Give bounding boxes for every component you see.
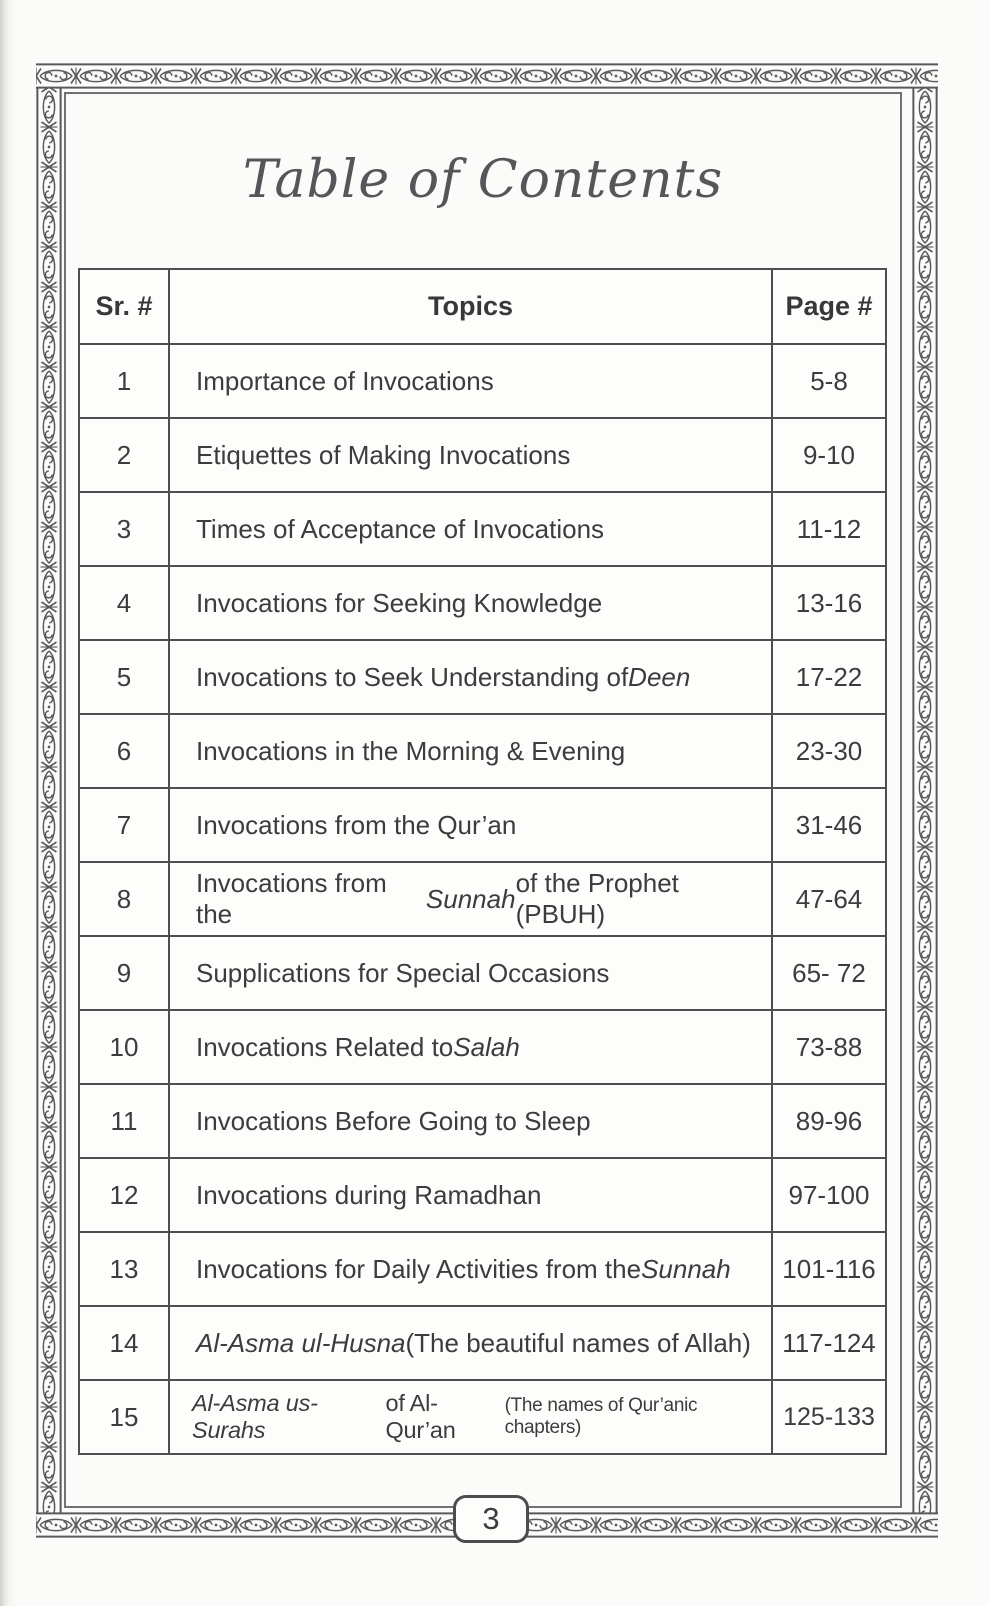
page-cell: 11-12 — [796, 513, 862, 544]
table-row — [80, 861, 885, 935]
topic-cell — [170, 1085, 773, 1157]
table-row — [80, 1157, 885, 1231]
page-cell: 101-116 — [782, 1253, 876, 1284]
topic-cell — [170, 863, 773, 935]
book-spine-shadow — [0, 0, 16, 1606]
table-header-row — [80, 270, 885, 343]
topic-cell — [170, 1381, 773, 1453]
topic-text: Etiquettes of Making Invocations — [196, 439, 571, 470]
topic-cell — [170, 937, 773, 1009]
table-row — [80, 343, 885, 417]
page-cell: 117-124 — [782, 1327, 876, 1358]
topic-text: Invocations for Seeking Knowledge — [196, 587, 603, 618]
table-row — [80, 713, 885, 787]
topic-cell — [170, 641, 773, 713]
table-row — [80, 491, 885, 565]
topic-cell — [170, 1233, 773, 1305]
topic-italic: Deen — [628, 661, 691, 692]
sr-cell: 4 — [80, 567, 170, 639]
sr-cell: 6 — [80, 715, 170, 787]
topic-italic: Al-Asma us-Surahs — [192, 1390, 318, 1443]
topic-cell — [170, 1011, 773, 1083]
topic-text: Importance of Invocations — [196, 365, 494, 396]
sr-cell: 12 — [80, 1159, 170, 1231]
topic-cell — [170, 1159, 773, 1231]
page-cell: 97-100 — [788, 1179, 870, 1210]
page-cell: 9-10 — [802, 439, 856, 470]
topic-cell — [170, 1307, 773, 1379]
sr-cell: 14 — [80, 1307, 170, 1379]
topic-text: Invocations Before Going to Sleep — [196, 1105, 591, 1136]
page-cell: 31-46 — [795, 809, 863, 840]
table-row — [80, 1379, 885, 1453]
sr-cell: 1 — [80, 345, 170, 417]
table-row — [80, 1083, 885, 1157]
ornament-border-top — [36, 63, 938, 89]
table-row — [80, 1009, 885, 1083]
table-row — [80, 787, 885, 861]
topic-text: Invocations from the — [196, 868, 387, 929]
topic-cell — [170, 493, 773, 565]
topic-text: Invocations in the Morning & Evening — [196, 735, 626, 766]
topic-cell — [170, 789, 773, 861]
topic-cell — [170, 419, 773, 491]
topic-text: Times of Acceptance of Invocations — [196, 513, 605, 544]
page-cell: 13-16 — [795, 587, 863, 618]
page-title: Table of Contents — [242, 150, 724, 210]
topic-small: (The names of Qur’anic chapters) — [504, 1395, 698, 1438]
sr-cell: 15 — [80, 1381, 170, 1453]
table-row — [80, 1305, 885, 1379]
topic-italic: Sunnah — [641, 1253, 731, 1284]
sr-cell: 8 — [80, 863, 170, 935]
topic-text: (The beautiful names of Allah) — [405, 1327, 751, 1358]
topic-text: Supplications for Special Occasions — [196, 957, 610, 988]
sr-cell: 11 — [80, 1085, 170, 1157]
topic-cell — [170, 345, 773, 417]
sr-cell: 13 — [80, 1233, 170, 1305]
sr-cell: 7 — [80, 789, 170, 861]
topic-italic: Sunnah — [425, 883, 516, 914]
topic-cell — [170, 567, 773, 639]
page-cell: 17-22 — [795, 661, 863, 692]
topic-text: Invocations for Daily Activities from the — [196, 1253, 642, 1284]
header-page: Page # — [785, 291, 873, 321]
sr-cell: 3 — [80, 493, 170, 565]
header-topics: Topics — [170, 270, 773, 343]
page-cell: 5-8 — [810, 365, 848, 396]
topic-text: Invocations to Seek Understanding of — [196, 661, 629, 692]
topic-italic: Al-Asma ul-Husna — [196, 1327, 406, 1358]
page-cell: 23-30 — [795, 735, 863, 766]
sr-cell: 2 — [80, 419, 170, 491]
ornament-border-left — [36, 87, 62, 1514]
sr-cell: 10 — [80, 1011, 170, 1083]
ornament-border-right — [912, 87, 938, 1514]
topic-text: Invocations Related to — [196, 1031, 454, 1062]
table-row — [80, 639, 885, 713]
table-row — [80, 565, 885, 639]
page-cell: 125-133 — [783, 1402, 875, 1431]
table-row — [80, 1231, 885, 1305]
toc-table — [78, 268, 887, 1455]
page-cell: 47-64 — [795, 883, 863, 914]
sr-cell: 5 — [80, 641, 170, 713]
topic-text: Invocations from the Qur’an — [196, 809, 517, 840]
page-cell: 73-88 — [795, 1031, 863, 1062]
topic-italic: Salah — [453, 1031, 520, 1062]
page-cell: 65- 72 — [792, 957, 866, 988]
table-row — [80, 935, 885, 1009]
sr-cell: 9 — [80, 937, 170, 1009]
topic-text: of the Prophet (PBUH) — [515, 868, 679, 929]
header-sr: Sr. # — [80, 270, 170, 343]
table-row — [80, 417, 885, 491]
topic-cell — [170, 715, 773, 787]
topic-text: of Al-Qur’an — [385, 1390, 456, 1443]
page-number-badge: 3 — [453, 1495, 529, 1543]
topic-text: Invocations during Ramadhan — [196, 1179, 542, 1210]
page-cell: 89-96 — [795, 1105, 863, 1136]
